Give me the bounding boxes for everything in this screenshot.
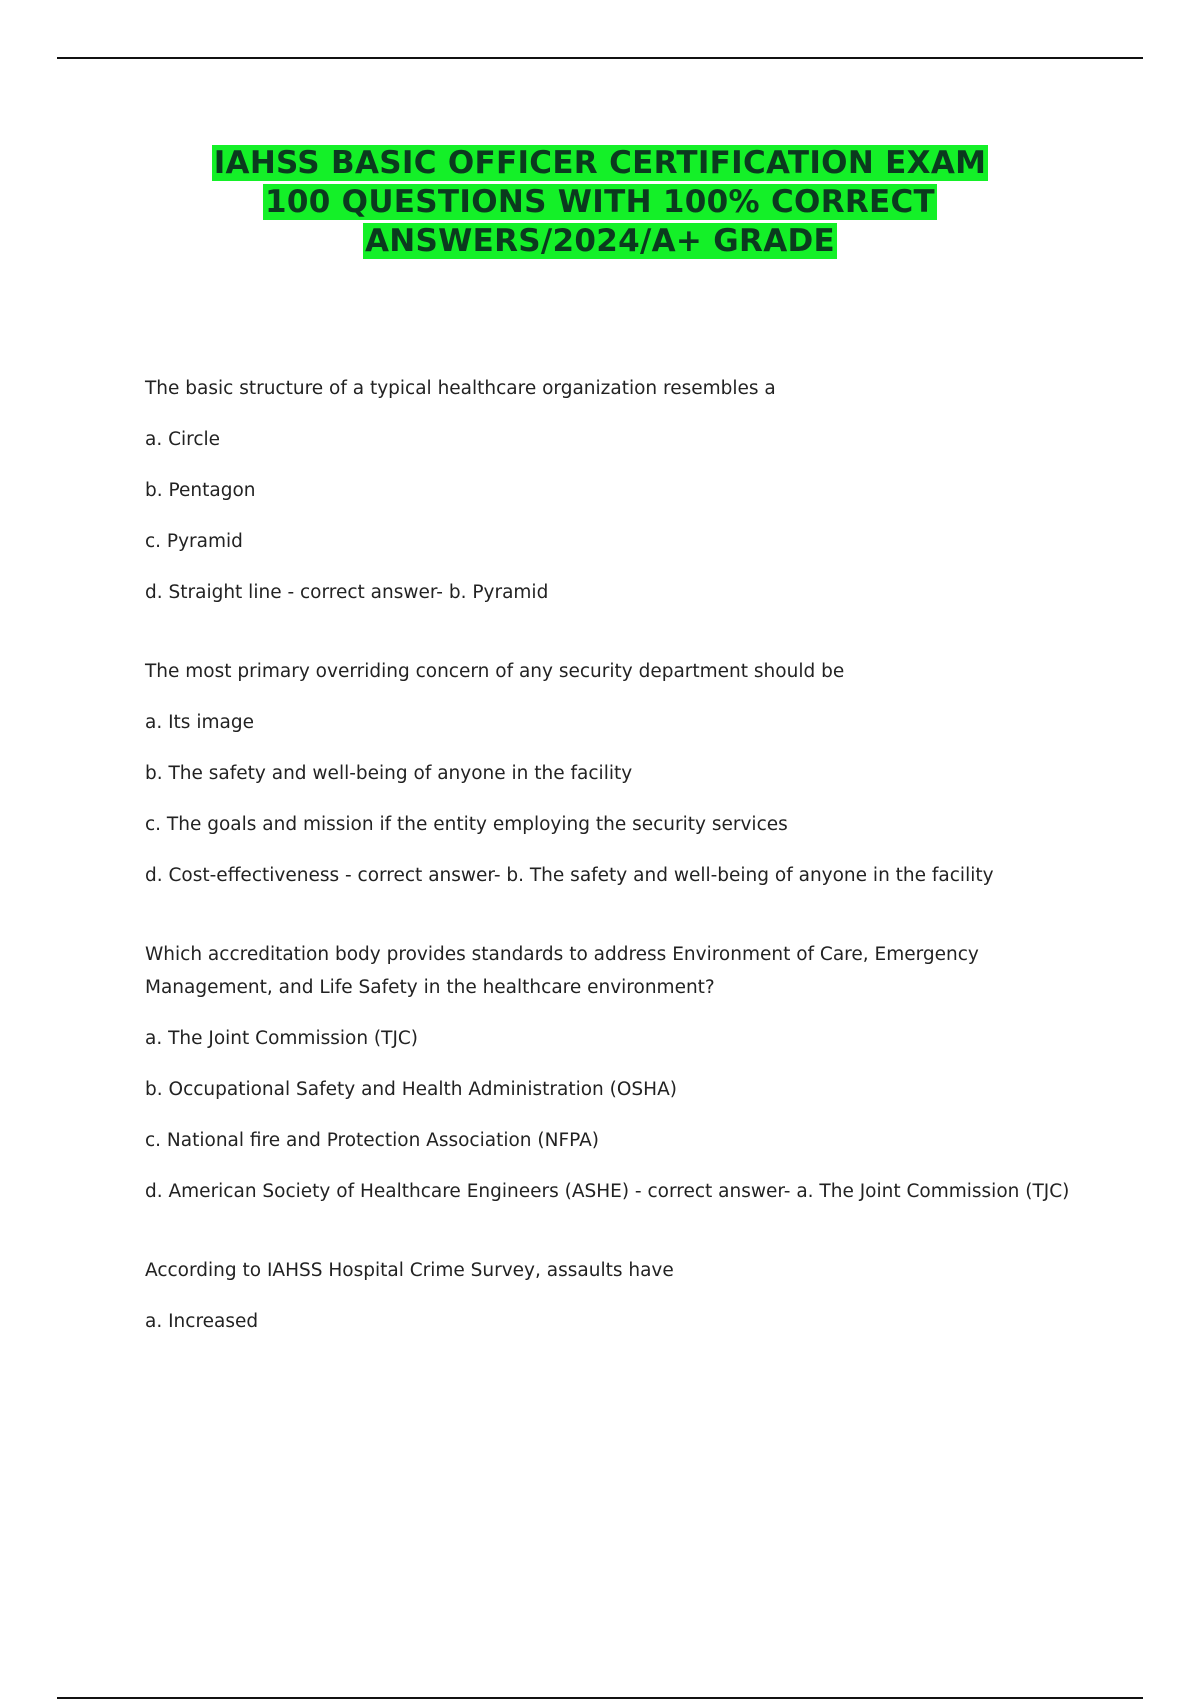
question-text: According to IAHSS Hospital Crime Survey, assaults have [145,1260,674,1281]
option-c: c. National fire and Protection Association (NFPA) [145,1130,599,1151]
question-1 [145,372,1095,609]
question-2 [145,655,1095,892]
option-d-with-answer: d. Cost-effectiveness - correct answer- b. The safety and well-being of anyone in the facility [145,865,994,886]
question-text: The most primary overriding concern of any security department should be [145,661,845,682]
option-a: a. Circle [145,429,221,450]
title-line-1: IAHSS BASIC OFFICER CERTIFICATION EXAM [213,145,987,181]
option-d-with-answer: d. Straight line - correct answer- b. Pyramid [145,582,549,603]
option-a: a. The Joint Commission (TJC) [145,1028,419,1049]
option-b: b. The safety and well-being of anyone in the facility [145,763,633,784]
question-list [145,372,1095,1384]
option-a: a. Increased [145,1311,259,1332]
question-3 [145,938,1095,1208]
option-a: a. Its image [145,712,254,733]
question-4 [145,1254,1095,1338]
top-rule [57,57,1143,59]
option-b: b. Occupational Safety and Health Administration (OSHA) [145,1079,677,1100]
option-c: c. The goals and mission if the entity employing the security services [145,814,788,835]
document-title [0,144,1200,261]
title-line-3: ANSWERS/2024/A+ GRADE [364,223,836,259]
option-d-with-answer: d. American Society of Healthcare Engineers (ASHE) - correct answer- a. The Joint Commission (TJC) [145,1181,1070,1202]
bottom-rule [57,1697,1143,1699]
question-text: The basic structure of a typical healthcare organization resembles a [145,378,776,399]
option-c: c. Pyramid [145,531,243,552]
option-b: b. Pentagon [145,480,256,501]
title-line-2: 100 QUESTIONS WITH 100% CORRECT [264,184,936,220]
question-text: Which accreditation body provides standards to address Environment of Care, Emergency Management, and Life Safety in the healthcare environment? [145,944,979,998]
